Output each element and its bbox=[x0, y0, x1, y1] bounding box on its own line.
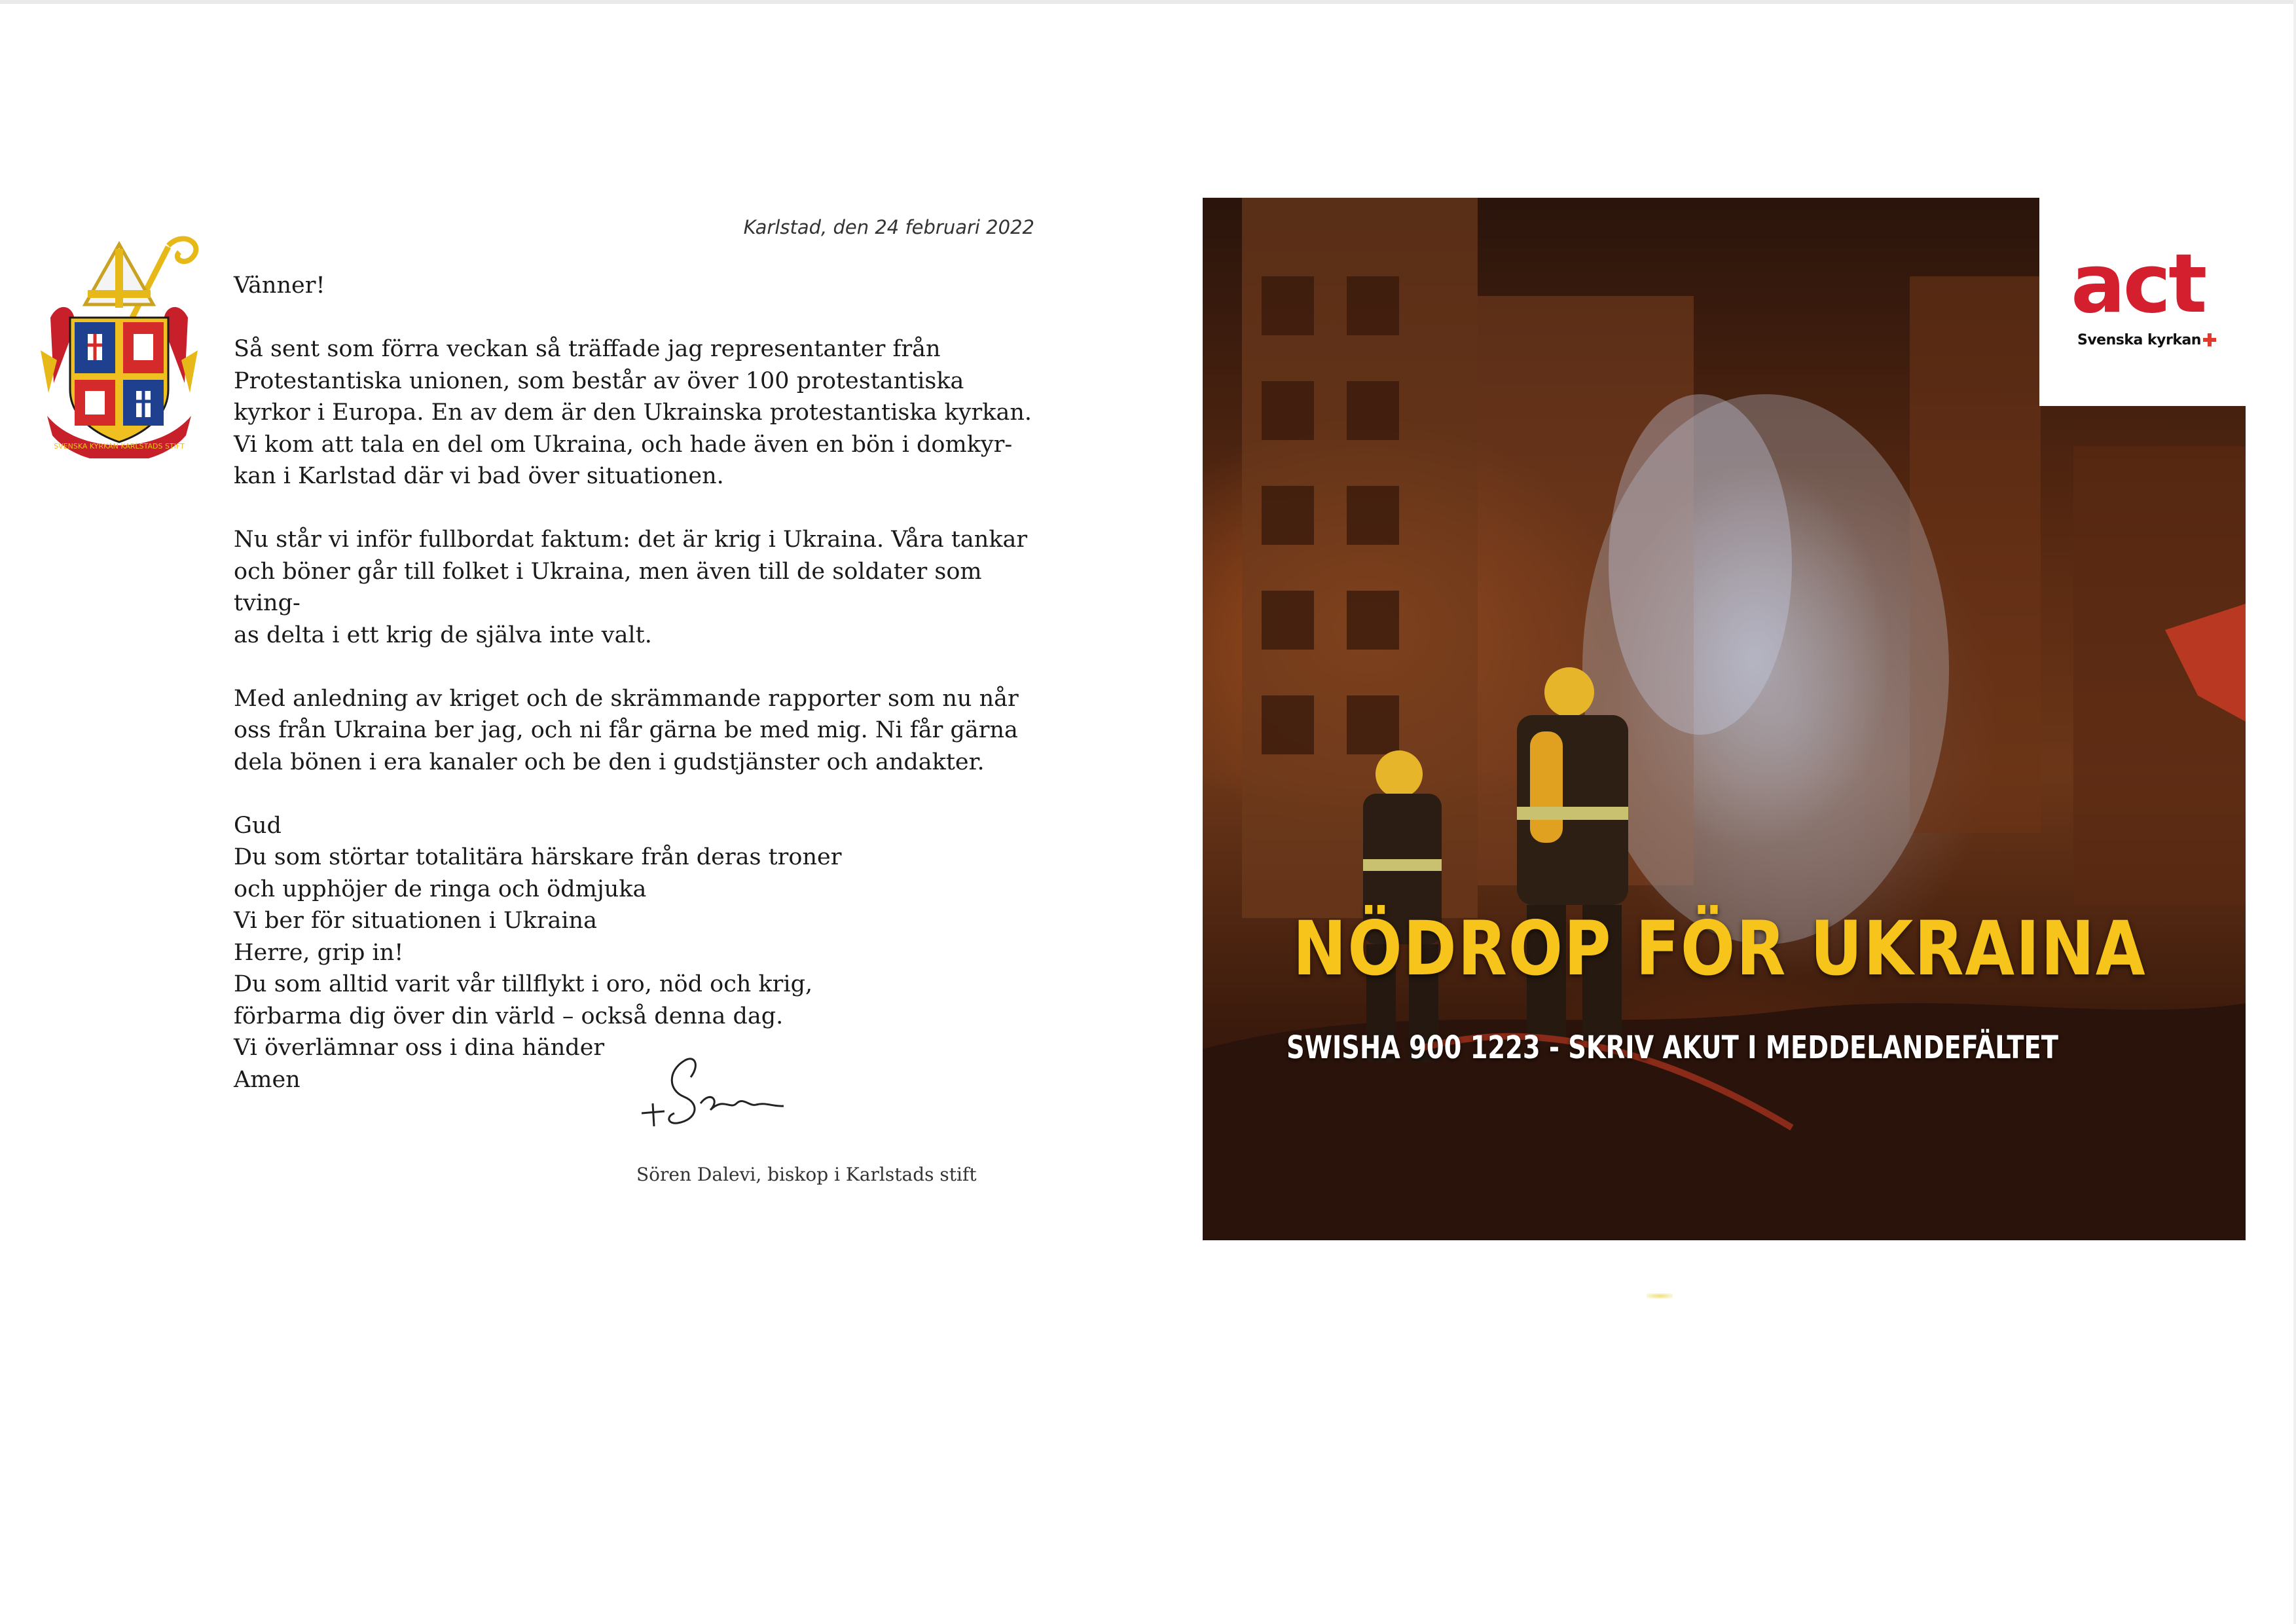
handwritten-signature bbox=[638, 1051, 795, 1143]
prayer-line: förbarma dig över din värld – också denna dag. bbox=[234, 1003, 784, 1029]
prayer-line: Herre, grip in! bbox=[234, 939, 404, 966]
prayer-line: Du som störtar totalitära härskare från deras troner bbox=[234, 844, 842, 870]
logo-org: Svenska kyrkan bbox=[2077, 332, 2201, 348]
paragraph-1-line: Vi kom att tala en del om Ukraina, och hade även en bön i domkyr- bbox=[234, 431, 1013, 458]
paragraph-1-line: kyrkor i Europa. En av dem är den Ukrainska protestantiska kyrkan. bbox=[234, 399, 1032, 426]
paragraph-1-line: Protestantiska unionen, som består av över 100 protestantiska bbox=[234, 367, 964, 394]
prayer-line: Vi ber för situationen i Ukraina bbox=[234, 908, 597, 934]
prayer-line: Du som alltid varit vår tillflykt i oro, nöd och krig, bbox=[234, 971, 813, 997]
letter-greeting: Vänner! bbox=[234, 272, 325, 299]
scan-speck bbox=[1647, 1293, 1673, 1299]
diocese-crest-logo bbox=[34, 219, 204, 458]
poster-subtitle: SWISHA 900 1223 - SKRIV AKUT I MEDDELANDEFÄLTET bbox=[1286, 1029, 2058, 1066]
poster-title: NÖDROP FÖR UKRAINA bbox=[1292, 905, 2147, 992]
paragraph-3-line: Med anledning av kriget och de skrämmande rapporter som nu når bbox=[234, 685, 1019, 712]
paragraph-3-line: oss från Ukraina ber jag, och ni får gärna be med mig. Ni får gärna bbox=[234, 717, 1018, 743]
crest-motto: SVENSKA KYRKAN KARLSTADS STIFT bbox=[54, 442, 185, 451]
scan-edge bbox=[0, 0, 2296, 4]
letter-body bbox=[234, 270, 1046, 1096]
signer-name: Sören Dalevi, biskop i Karlstads stift bbox=[636, 1164, 977, 1185]
paragraph-3-line: dela bönen i era kanaler och be den i gudstjänster och andakter. bbox=[234, 748, 985, 775]
prayer-line: Gud bbox=[234, 812, 282, 839]
paragraph-2-line: och böner går till folket i Ukraina, men även till de soldater som tving- bbox=[234, 558, 982, 616]
appeal-poster bbox=[1203, 198, 2246, 1240]
paragraph-1-line: kan i Karlstad där vi bad över situationen. bbox=[234, 463, 724, 489]
prayer-line: Vi överlämnar oss i dina händer bbox=[234, 1035, 605, 1061]
paragraph-1-line: Så sent som förra veckan så träffade jag representanter från bbox=[234, 336, 941, 362]
cross-icon bbox=[2203, 333, 2216, 346]
letter-date: Karlstad, den 24 februari 2022 bbox=[743, 216, 1034, 238]
prayer-line: och upphöjer de ringa och ödmjuka bbox=[234, 876, 647, 902]
paragraph-2-line: as delta i ett krig de själva inte valt. bbox=[234, 621, 652, 648]
paragraph-2-line: Nu står vi inför fullbordat faktum: det är krig i Ukraina. Våra tankar bbox=[234, 526, 1028, 553]
act-logo bbox=[2039, 198, 2246, 406]
prayer-line: Amen bbox=[234, 1066, 301, 1093]
logo-word: act bbox=[2071, 237, 2205, 331]
scan-edge-right bbox=[2293, 0, 2296, 1624]
